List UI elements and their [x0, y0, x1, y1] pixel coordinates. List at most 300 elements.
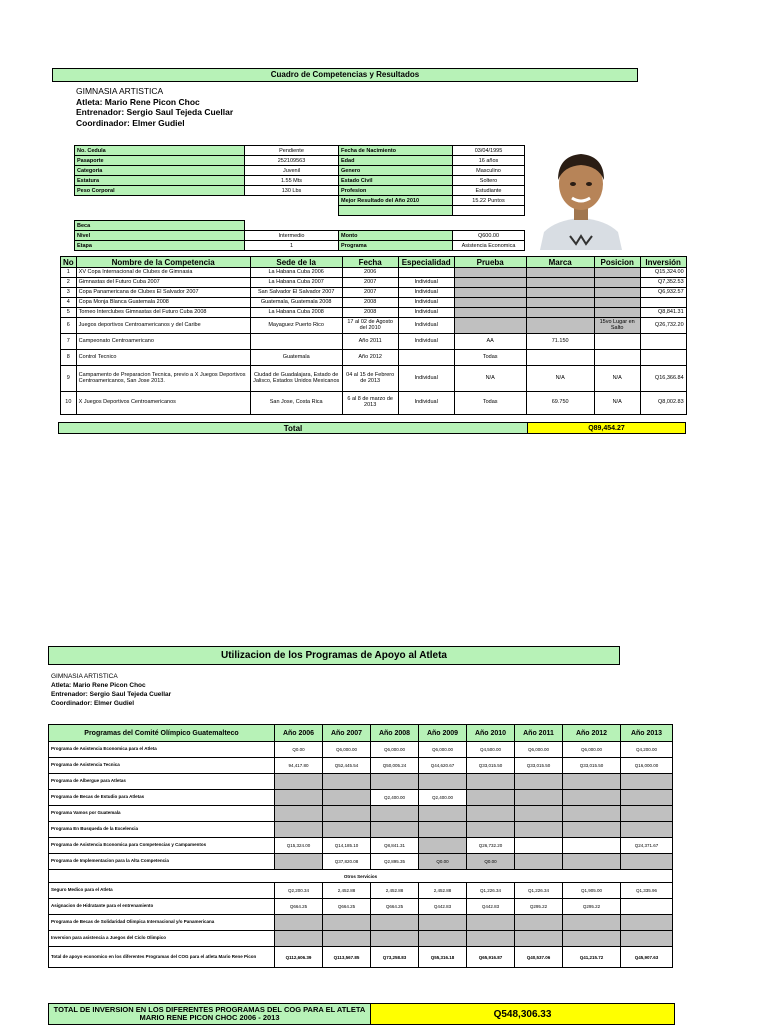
program-name: Programa En Busqueda de la Excelencia [49, 822, 275, 838]
total-row [58, 422, 686, 434]
cell-marca [526, 308, 594, 318]
year-value [323, 915, 371, 931]
cell-marca: N/A [526, 366, 594, 392]
col-header: Sede de la [250, 257, 342, 268]
cell-sede: La Habana Cuba 2006 [250, 268, 342, 278]
year-value: Q45,907.63 [621, 947, 673, 968]
year-value [275, 931, 323, 947]
year-value [515, 931, 563, 947]
year-value: Q1,905.00 [563, 883, 621, 899]
athlete-photo [536, 144, 626, 250]
year-value [563, 838, 621, 854]
cell-pos [594, 308, 640, 318]
year-value [515, 790, 563, 806]
cell-esp: Individual [398, 318, 454, 334]
coach-name: Entrenador: Sergio Saul Tejeda Cuellar [51, 691, 172, 698]
otros-servicios-label: Otros Servicios [49, 870, 673, 883]
cell-inv: Q15,324.00 [640, 268, 686, 278]
cell-fecha: 04 al 15 de Febrero de 2013 [342, 366, 398, 392]
year-value: Q8,841.31 [371, 838, 419, 854]
col-header: Año 2007 [323, 725, 371, 742]
cell-esp: Individual [398, 278, 454, 288]
year-value [467, 915, 515, 931]
program-name: Programa de Becas de Estudio para Atletas [49, 790, 275, 806]
program-name: Programa de Asistencia Economica para Competencias y Campamentos [49, 838, 275, 854]
year-value [371, 774, 419, 790]
program-name: Total de apoyo economico en los diferentes Programas del COG para el atleta Mario Rene Picon [49, 947, 275, 968]
year-value: Q1,226.34 [467, 883, 515, 899]
cell-prueba [454, 288, 526, 298]
year-value: Q55,316.18 [419, 947, 467, 968]
year-value: Q1,226.34 [515, 883, 563, 899]
year-value: Q33,015.50 [563, 758, 621, 774]
table-row [61, 334, 687, 350]
year-value [621, 790, 673, 806]
info-label: Categoria [75, 166, 245, 176]
year-value: Q41,215.72 [563, 947, 621, 968]
athlete-name: Atleta: Mario Rene Picon Choc [51, 682, 146, 689]
year-value: 94,417.80 [275, 758, 323, 774]
cell-prueba [454, 268, 526, 278]
cell-fecha: 2007 [342, 278, 398, 288]
cell-pos: N/A [594, 392, 640, 415]
table-row [49, 758, 673, 774]
cell-no: 10 [61, 392, 77, 415]
cell-nombre: X Juegos Deportivos Centroamericanos [76, 392, 250, 415]
table-row [61, 350, 687, 366]
cell-sede: Guatemala [250, 350, 342, 366]
info-label: Profesion [339, 186, 453, 196]
cell-nombre: Gimnastas del Futuro Cuba 2007 [76, 278, 250, 288]
year-value: Q6,000.00 [563, 742, 621, 758]
info-label: No. Cedula [75, 146, 245, 156]
athlete-info-table [74, 145, 525, 251]
info-value: Pendiente [245, 146, 339, 156]
cell-inv: Q8,002.83 [640, 392, 686, 415]
cell-no: 6 [61, 318, 77, 334]
info-value: 15.22 Puntos [453, 196, 525, 206]
cell-prueba [454, 318, 526, 334]
year-value [515, 774, 563, 790]
year-value [419, 915, 467, 931]
cell-inv: Q26,732.20 [640, 318, 686, 334]
year-value: Q442.83 [467, 899, 515, 915]
cell-sede: Guatemala, Guatemala 2008 [250, 298, 342, 308]
grand-total [48, 1003, 675, 1025]
year-value: Q33,015.50 [515, 758, 563, 774]
year-value [275, 822, 323, 838]
athlete-header-2 [51, 672, 171, 708]
cell-nombre: Torneo Interclubes Gimnastas del Futuro Cuba 2008 [76, 308, 250, 318]
year-value [275, 854, 323, 870]
cell-marca [526, 268, 594, 278]
col-header: Año 2008 [371, 725, 419, 742]
cell-pos [594, 350, 640, 366]
cell-sede: San Jose, Costa Rica [250, 392, 342, 415]
info-value: 130 Lbs [245, 186, 339, 196]
cell-prueba: N/A [454, 366, 526, 392]
cell-prueba: Todas [454, 350, 526, 366]
cell-nombre: XV Copa Internacional de Clubes de Gimnasia [76, 268, 250, 278]
info-label: Genero [339, 166, 453, 176]
col-header: Año 2009 [419, 725, 467, 742]
year-value [323, 774, 371, 790]
info-value: Juvenil [245, 166, 339, 176]
cell-inv: Q8,841.31 [640, 308, 686, 318]
program-name: Asignacion de Hidratante para el entrenamiento [49, 899, 275, 915]
year-value: Q50,005.24 [371, 758, 419, 774]
cell-fecha: 6 al 8 de marzo de 2013 [342, 392, 398, 415]
col-header: Año 2013 [621, 725, 673, 742]
cell-esp: Individual [398, 298, 454, 308]
cell-pos [594, 334, 640, 350]
info-value: Asistencia Economica [453, 241, 525, 251]
info-value: 252109563 [245, 156, 339, 166]
year-value [515, 854, 563, 870]
cell-pos [594, 278, 640, 288]
cell-nombre: Copa Monja Blanca Guatemala 2008 [76, 298, 250, 308]
info-value: Q600.00 [453, 231, 525, 241]
year-value: Q6,000.00 [323, 742, 371, 758]
year-value: Q0.00 [419, 854, 467, 870]
year-value: Q664.25 [371, 899, 419, 915]
cell-sede: Ciudad de Guadalajara, Estado de Jalisco, Estados Unidos Mexicanos [250, 366, 342, 392]
year-value: Q0.00 [275, 742, 323, 758]
cell-pos: 15vo Lugar en Salto [594, 318, 640, 334]
cell-pos: N/A [594, 366, 640, 392]
year-value [419, 774, 467, 790]
table-row [49, 790, 673, 806]
year-value [563, 931, 621, 947]
cell-prueba [454, 298, 526, 308]
year-value [621, 899, 673, 915]
year-value: Q295.22 [563, 899, 621, 915]
cell-no: 1 [61, 268, 77, 278]
table-row [49, 838, 673, 854]
info-value: 16 años [453, 156, 525, 166]
cell-sede [250, 334, 342, 350]
info-label: Peso Corporal [75, 186, 245, 196]
cell-prueba: Todas [454, 392, 526, 415]
year-value [515, 915, 563, 931]
cell-esp [398, 268, 454, 278]
year-value: Q26,732.20 [467, 838, 515, 854]
year-value [467, 931, 515, 947]
cell-fecha: 2008 [342, 308, 398, 318]
col-header: Nombre de la Competencia [76, 257, 250, 268]
cell-no: 5 [61, 308, 77, 318]
year-value [563, 790, 621, 806]
info-value: 1 [245, 241, 339, 251]
year-value [371, 915, 419, 931]
year-value: Q664.25 [275, 899, 323, 915]
total-row [49, 947, 673, 968]
year-value: Q0.00 [467, 854, 515, 870]
info-value: Soltero [453, 176, 525, 186]
col-header: Programas del Comité Olímpico Guatemalteco [49, 725, 275, 742]
year-value: 2,452.88 [371, 883, 419, 899]
year-value: Q6,000.00 [419, 742, 467, 758]
cell-marca: 71.150 [526, 334, 594, 350]
table-row [49, 822, 673, 838]
info-label: Beca [75, 221, 245, 231]
table-row [61, 288, 687, 298]
cell-sede: La Habana Cuba 2007 [250, 278, 342, 288]
info-value: 03/04/1995 [453, 146, 525, 156]
total-value: Q89,454.27 [528, 423, 686, 434]
year-value [467, 774, 515, 790]
year-value [621, 931, 673, 947]
info-label: Monto [339, 231, 453, 241]
year-value [275, 915, 323, 931]
program-name: Programa de Asistencia Tecnica [49, 758, 275, 774]
year-value: Q44,620.67 [419, 758, 467, 774]
table-row [61, 392, 687, 415]
program-name: Inversion para asistencia a Juegos del Ciclo Olimpico [49, 931, 275, 947]
year-value [275, 806, 323, 822]
table-row [49, 854, 673, 870]
cell-esp: Individual [398, 392, 454, 415]
cell-nombre: Campamento de Preparacion Tecnica, previo a X Juegos Deportivos Centroamericanos, San Jose 2013. [76, 366, 250, 392]
year-value: Q33,015.50 [467, 758, 515, 774]
cell-inv: Q6,932.57 [640, 288, 686, 298]
cell-sede: La Habana Cuba 2008 [250, 308, 342, 318]
year-value [563, 774, 621, 790]
section-row [49, 870, 673, 883]
year-value: Q2,400.00 [371, 790, 419, 806]
cell-esp: Individual [398, 366, 454, 392]
col-header: Marca [526, 257, 594, 268]
grand-total-label: TOTAL DE INVERSION EN LOS DIFERENTES PROGRAMAS DEL COG PARA EL ATLETA MARIO RENE PICON CHOC 2006 - 2013 [49, 1004, 371, 1025]
programs-title: Utilizacion de los Programas de Apoyo al Atleta [48, 646, 620, 665]
col-header: Año 2012 [563, 725, 621, 742]
cell-inv [640, 298, 686, 308]
year-value: Q16,000.00 [621, 758, 673, 774]
program-name: Programa de Becas de Solidaridad Olimpica Internacional y/o Panamericana [49, 915, 275, 931]
year-value [467, 790, 515, 806]
year-value: 2,452.88 [323, 883, 371, 899]
year-value [371, 931, 419, 947]
cell-sede: San Salvador El Salvador 2007 [250, 288, 342, 298]
year-value [371, 806, 419, 822]
cell-nombre: Control Tecnico [76, 350, 250, 366]
table-row [49, 931, 673, 947]
year-value [419, 822, 467, 838]
year-value: Q73,258.83 [371, 947, 419, 968]
info-label: Etapa [75, 241, 245, 251]
year-value [419, 931, 467, 947]
info-label: Fecha de Nacimiento [339, 146, 453, 156]
cell-marca [526, 278, 594, 288]
year-value [621, 774, 673, 790]
table-row [61, 308, 687, 318]
info-value: 1.55 Mts [245, 176, 339, 186]
year-value [515, 838, 563, 854]
year-value [563, 854, 621, 870]
year-value [621, 854, 673, 870]
coordinator-name: Coordinador: Elmer Gudiel [51, 700, 135, 707]
cell-marca [526, 298, 594, 308]
cell-no: 4 [61, 298, 77, 308]
cell-esp [398, 350, 454, 366]
table-row [61, 298, 687, 308]
year-value [621, 915, 673, 931]
year-value: Q6,000.00 [371, 742, 419, 758]
year-value: Q14,185.10 [323, 838, 371, 854]
year-value: Q65,916.87 [467, 947, 515, 968]
cell-no: 3 [61, 288, 77, 298]
col-header: Fecha [342, 257, 398, 268]
program-name: Programa de Implementacion para la Alta Competencia [49, 854, 275, 870]
year-value [419, 806, 467, 822]
year-value: Q295.22 [515, 899, 563, 915]
year-value: Q1,335.96 [621, 883, 673, 899]
cell-inv: Q16,366.84 [640, 366, 686, 392]
cell-fecha: Año 2012 [342, 350, 398, 366]
col-header: No [61, 257, 77, 268]
competitions-table [60, 256, 687, 415]
cell-no: 8 [61, 350, 77, 366]
cell-nombre: Copa Panamericana de Clubes El Salvador 2007 [76, 288, 250, 298]
page-title: Cuadro de Competencias y Resultados [52, 68, 638, 82]
year-value [563, 915, 621, 931]
cell-inv [640, 350, 686, 366]
sport-label: GIMNASIA ARTISTICA [76, 86, 164, 96]
year-value [323, 931, 371, 947]
year-value: Q2,400.00 [419, 790, 467, 806]
coordinator-name: Coordinador: Elmer Gudiel [76, 117, 185, 128]
programs-table [48, 724, 673, 968]
info-label: Programa [339, 241, 453, 251]
cell-marca [526, 288, 594, 298]
cell-no: 2 [61, 278, 77, 288]
year-value: Q2,895.35 [371, 854, 419, 870]
year-value: Q40,537.06 [515, 947, 563, 968]
col-header: Año 2006 [275, 725, 323, 742]
table-row [49, 742, 673, 758]
info-value: Estudiante [453, 186, 525, 196]
year-value: Q24,371.67 [621, 838, 673, 854]
info-label: Edad [339, 156, 453, 166]
year-value: Q52,445.54 [323, 758, 371, 774]
cell-fecha: 2007 [342, 288, 398, 298]
cell-prueba [454, 278, 526, 288]
col-header: Año 2011 [515, 725, 563, 742]
year-value [467, 806, 515, 822]
info-label: Estado Civil [339, 176, 453, 186]
cell-nombre: Campeonato Centroamericano [76, 334, 250, 350]
athlete-name: Atleta: Mario Rene Picon Choc [76, 96, 200, 107]
col-header: Año 2010 [467, 725, 515, 742]
cell-nombre: Juegos deportivos Centroamericanos y del Caribe [76, 318, 250, 334]
cell-prueba [454, 308, 526, 318]
year-value: Q664.25 [323, 899, 371, 915]
col-header: Especialidad [398, 257, 454, 268]
info-label: Nivel [75, 231, 245, 241]
col-header: Prueba [454, 257, 526, 268]
grand-total-value: Q548,306.33 [371, 1004, 675, 1025]
cell-sede: Mayaguez Puerto Rico [250, 318, 342, 334]
year-value [419, 838, 467, 854]
col-header: Posicion [594, 257, 640, 268]
program-name: Programa de Albergue para Atletas [49, 774, 275, 790]
athlete-header [76, 86, 233, 128]
table-row [61, 268, 687, 278]
year-value: Q113,567.85 [323, 947, 371, 968]
cell-pos [594, 298, 640, 308]
cell-esp: Individual [398, 308, 454, 318]
year-value: Q112,606.39 [275, 947, 323, 968]
cell-esp: Individual [398, 288, 454, 298]
year-value [621, 806, 673, 822]
total-label: Total [59, 423, 528, 434]
year-value [323, 822, 371, 838]
program-name: Programa Vamos por Guatemala [49, 806, 275, 822]
table-row [49, 806, 673, 822]
cell-no: 7 [61, 334, 77, 350]
cell-inv [640, 334, 686, 350]
table-row [49, 915, 673, 931]
cell-fecha: 2008 [342, 298, 398, 308]
cell-fecha: 17 al 02 de Agosto del 2010 [342, 318, 398, 334]
year-value: 2,452.88 [419, 883, 467, 899]
cell-prueba: AA [454, 334, 526, 350]
program-name: Seguro Medico para el Atleta [49, 883, 275, 899]
year-value [275, 790, 323, 806]
table-row [61, 318, 687, 334]
year-value [563, 806, 621, 822]
year-value [621, 822, 673, 838]
year-value: Q37,820.08 [323, 854, 371, 870]
year-value [515, 822, 563, 838]
info-label: Estatura [75, 176, 245, 186]
coach-name: Entrenador: Sergio Saul Tejeda Cuellar [76, 107, 234, 117]
cell-fecha: Año 2011 [342, 334, 398, 350]
cell-inv: Q7,352.53 [640, 278, 686, 288]
year-value: Q15,324.00 [275, 838, 323, 854]
table-row [61, 366, 687, 392]
col-header: Inversión [640, 257, 686, 268]
year-value: Q4,200.00 [621, 742, 673, 758]
year-value: Q4,500.00 [467, 742, 515, 758]
cell-marca [526, 318, 594, 334]
cell-esp: Individual [398, 334, 454, 350]
year-value: Q6,000.00 [515, 742, 563, 758]
year-value [563, 822, 621, 838]
cell-fecha: 2006 [342, 268, 398, 278]
info-value: Masculino [453, 166, 525, 176]
year-value [323, 806, 371, 822]
year-value: Q442.83 [419, 899, 467, 915]
table-row [49, 883, 673, 899]
cell-marca [526, 350, 594, 366]
cell-no: 9 [61, 366, 77, 392]
cell-pos [594, 288, 640, 298]
info-label: Pasaporte [75, 156, 245, 166]
info-label: Mejor Resultado del Año 2010 [339, 196, 453, 206]
cell-marca: 69.750 [526, 392, 594, 415]
info-value: Intermedio [245, 231, 339, 241]
year-value [515, 806, 563, 822]
cell-pos [594, 268, 640, 278]
year-value [275, 774, 323, 790]
year-value [467, 822, 515, 838]
table-row [49, 774, 673, 790]
sport-label: GIMNASIA ARTISTICA [51, 673, 118, 680]
year-value [371, 822, 419, 838]
program-name: Programa de Asistencia Economica para el Atleta [49, 742, 275, 758]
year-value: Q2,200.34 [275, 883, 323, 899]
